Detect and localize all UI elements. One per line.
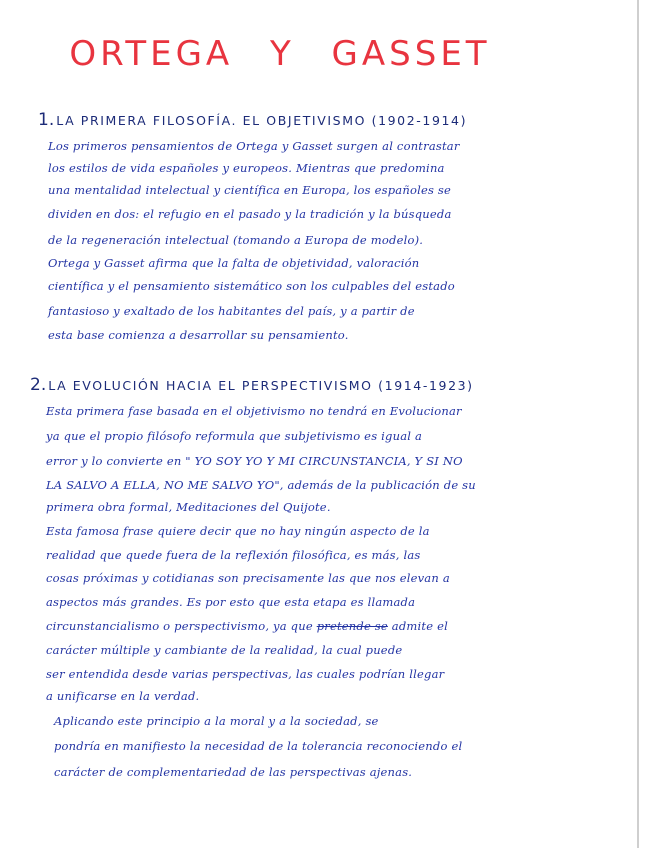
section-1-line: dividen en dos: el refugio en el pasado y la tradición y la búsqueda: [48, 207, 452, 221]
section-2-line: error y lo convierte en " YO SOY YO Y MI CIRCUNSTANCIA, Y SI NO: [46, 454, 463, 468]
section-2-line: pondría en manifiesto la necesidad de la tolerancia reconociendo el: [54, 739, 463, 753]
section-2-line: a unificarse en la verdad.: [46, 689, 200, 703]
section-2-line: carácter múltiple y cambiante de la realidad, la cual puede: [46, 643, 403, 657]
section-1-heading-text: LA PRIMERA FILOSOFÍA. EL OBJETIVISMO (1902-1914): [56, 113, 468, 128]
section-1-line: científica y el pensamiento sistemático son los culpables del estado: [48, 279, 455, 293]
section-2-line: ser entendida desde varias perspectivas, las cuales podrían llegar: [46, 667, 445, 681]
section-2-line: realidad que quede fuera de la reflexión filosófica, es más, las: [46, 548, 421, 562]
crossed-out-text: pretende se: [316, 619, 388, 633]
section-2-heading-text: LA EVOLUCIÓN HACIA EL PERSPECTIVISMO (1914-1923): [48, 378, 474, 393]
section-1-line: fantasioso y exaltado de los habitantes del país, y a partir de: [48, 304, 415, 318]
section-2-line: LA SALVO A ELLA, NO ME SALVO YO", además de la publicación de su: [46, 478, 476, 492]
section-1-line: Los primeros pensamientos de Ortega y Gasset surgen al contrastar: [48, 139, 460, 153]
section-2-heading: [30, 375, 474, 395]
section-2-line: cosas próximas y cotidianas son precisamente las que nos elevan a: [46, 571, 450, 585]
section-1-line: una mentalidad intelectual y científica en Europa, los españoles se: [48, 183, 452, 197]
section-1-line: Ortega y Gasset afirma que la falta de objetividad, valoración: [48, 256, 420, 270]
section-1-line: esta base comienza a desarrollar su pensamiento.: [48, 328, 349, 342]
section-2-line: aspectos más grandes. Es por esto que esta etapa es llamada: [46, 595, 416, 609]
section-2-line: Aplicando este principio a la moral y a la sociedad, se: [54, 714, 379, 728]
section-2-line: Esta primera fase basada en el objetivismo no tendrá en Evolucionar: [46, 404, 462, 418]
section-2-line: Esta famosa frase quiere decir que no hay ningún aspecto de la: [46, 524, 430, 538]
section-1-heading: [38, 110, 467, 130]
section-2-number: 2.: [30, 375, 47, 395]
section-2-line: primera obra formal, Meditaciones del Quijote.: [46, 500, 331, 514]
line-text: admite el: [391, 619, 448, 633]
page-title: ORTEGA Y GASSET: [69, 34, 491, 74]
line-text: circunstancialismo o perspectivismo, ya que: [46, 619, 313, 633]
section-1-line: los estilos de vida españoles y europeos. Mientras que predomina: [48, 161, 445, 175]
section-2-line: ya que el propio filósofo reformula que subjetivismo es igual a: [46, 429, 423, 443]
section-2-line: carácter de complementariedad de las perspectivas ajenas.: [54, 765, 413, 779]
page-edge-divider: [637, 0, 639, 848]
section-2-line: [46, 619, 448, 633]
section-1-line: de la regeneración intelectual (tomando a Europa de modelo).: [48, 233, 424, 247]
section-1-number: 1.: [38, 110, 55, 130]
